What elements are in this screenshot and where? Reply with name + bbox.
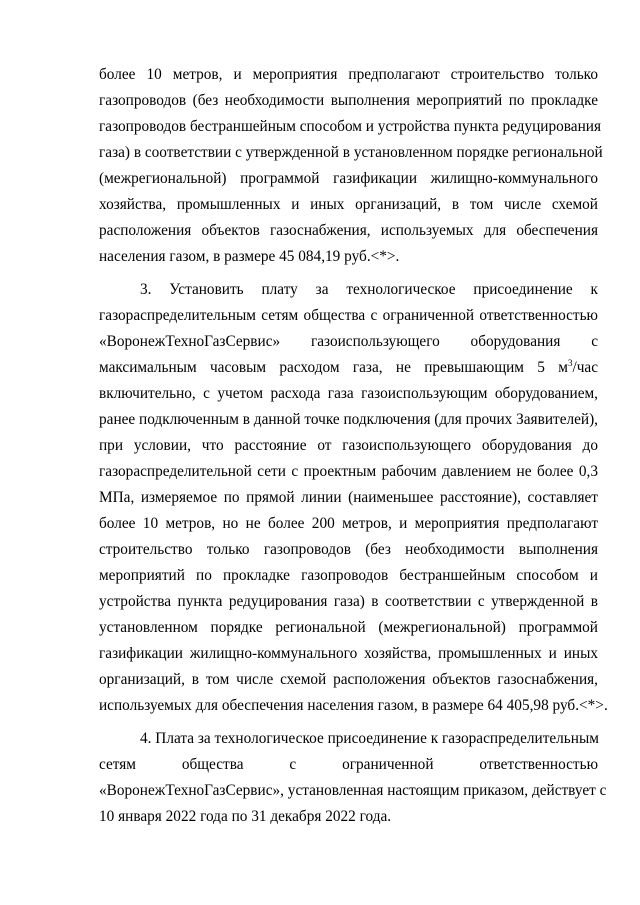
- paragraph-line: устройства пункта редуцирования газа) в соответствии с утвержденной в: [99, 593, 598, 610]
- paragraph-line: газа) в соответствии с утвержденной в установленном порядке региональной: [99, 144, 603, 161]
- line-text: максимальным часовым расходом газа, не превышающим 5 м: [99, 359, 568, 376]
- paragraph-line: (межрегиональной) программой газификации жилищно-коммунального: [99, 170, 598, 187]
- paragraph-line: населения газом, в размере 45 084,19 руб.<*>.: [99, 248, 400, 265]
- paragraph-line: организаций, в том числе схемой расположения объектов газоснабжения,: [99, 671, 598, 688]
- paragraph-line: газопроводов бестраншейным способом и устройства пункта редуцирования: [99, 118, 602, 135]
- paragraph-line: при условии, что расстояние от газоиспользующего оборудования до: [99, 437, 598, 454]
- paragraph-line: мероприятий по прокладке газопроводов бестраншейным способом и: [99, 567, 598, 584]
- paragraph-line: строительство только газопроводов (без необходимости выполнения: [99, 541, 598, 558]
- paragraph-line: газификации жилищно-коммунального хозяйства, промышленных и иных: [99, 645, 598, 662]
- paragraph-line: расположения объектов газоснабжения, используемых для обеспечения: [99, 222, 598, 239]
- paragraph-line: установленном порядке региональной (межрегиональной) программой: [99, 619, 598, 636]
- paragraph-line: «ВоронежТехноГазСервис», установленная настоящим приказом, действует с: [99, 782, 607, 799]
- paragraph-line-with-unit: [99, 358, 598, 378]
- paragraph-line: «ВоронежТехноГазСервис» газоиспользующего оборудования с: [99, 333, 598, 350]
- paragraph-line: МПа, измеряемое по прямой линии (наименьшее расстояние), составляет: [99, 489, 598, 506]
- paragraph-line: сетям общества с ограниченной ответственностью: [99, 756, 598, 773]
- paragraph-line: хозяйства, промышленных и иных организаций, в том числе схемой: [99, 196, 598, 213]
- paragraph-line: включительно, с учетом расхода газа газоиспользующим оборудованием,: [99, 385, 598, 402]
- paragraph-line: более 10 метров, и мероприятия предполагают строительство только: [99, 66, 598, 83]
- item-4-heading-line: 4. Плата за технологическое присоединение к газораспределительным: [140, 730, 599, 747]
- superscript: 3: [567, 357, 573, 368]
- paragraph-line: 10 января 2022 года по 31 декабря 2022 года.: [99, 808, 392, 825]
- paragraph-line: более 10 метров, но не более 200 метров, и мероприятия предполагают: [99, 515, 598, 532]
- line-unit: /час: [572, 359, 598, 376]
- paragraph-line: газораспределительной сети с проектным рабочим давлением не более 0,3: [99, 463, 598, 480]
- paragraph-line: ранее подключенным в данной точке подключения (для прочих Заявителей),: [99, 411, 599, 428]
- paragraph-line: газораспределительным сетям общества с ограниченной ответственностью: [99, 307, 598, 324]
- item-3-heading-line: 3. Установить плату за технологическое присоединение к: [140, 281, 598, 298]
- paragraph-line: используемых для обеспечения населения газом, в размере 64 405,98 руб.<*>.: [99, 697, 608, 714]
- paragraph-line: газопроводов (без необходимости выполнения мероприятий по прокладке: [99, 92, 598, 109]
